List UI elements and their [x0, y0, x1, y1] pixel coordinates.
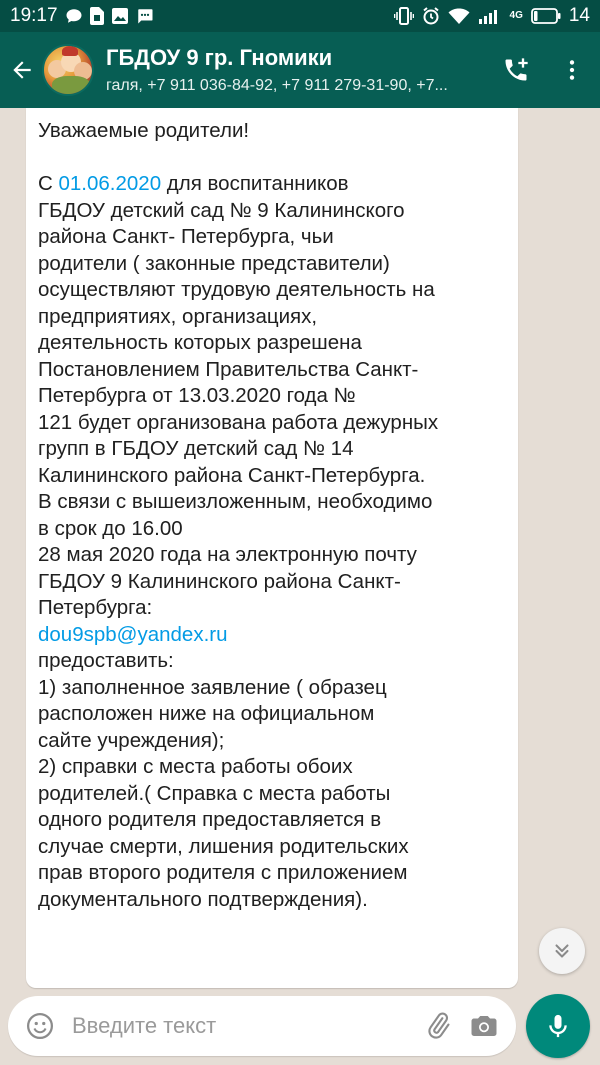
message-line: расположен ниже на официальном: [38, 702, 375, 725]
message-line: Петербурга:: [38, 596, 153, 619]
chat-participants: галя, +7 911 036-84-92, +7 911 279-31-90, +7...: [106, 77, 448, 94]
message-line: в срок до 16.00: [38, 516, 183, 540]
back-arrow-icon: [9, 57, 35, 83]
message-line: В связи с вышеизложенным, необходимо: [38, 490, 433, 513]
chat-title-block[interactable]: [106, 45, 488, 95]
message-line: осуществляют трудовую деятельность на: [38, 278, 435, 301]
message-line: 1) заполненное заявление ( образец: [38, 675, 387, 699]
message-line: 28 мая 2020 года на электронную почту: [38, 543, 417, 566]
message-line: случае смерти, лишения родительских: [38, 834, 409, 858]
message-list[interactable]: [0, 108, 600, 993]
wifi-icon: [448, 7, 470, 25]
message-line: групп в ГБДОУ детский сад № 14: [38, 437, 354, 460]
alarm-icon: [422, 7, 440, 25]
message-line: документального подтверждения).: [38, 887, 368, 911]
mic-icon: [544, 1012, 572, 1040]
message-line: родители ( законные представители): [38, 251, 390, 275]
battery-icon: [531, 8, 561, 24]
message-composer: [8, 996, 516, 1056]
more-vert-icon: [559, 57, 585, 83]
message-line: Постановлением Правительства Санкт-: [38, 357, 419, 381]
back-button[interactable]: [2, 32, 42, 108]
email-link[interactable]: dou9spb@yandex.ru: [38, 622, 228, 646]
camera-button[interactable]: [464, 1006, 504, 1046]
notification-image-icon: [111, 7, 129, 25]
message-greeting: Уважаемые родители!: [38, 119, 250, 142]
message-line: сайте учреждения);: [38, 728, 225, 752]
message-notification-icon: [136, 7, 154, 25]
voice-record-button[interactable]: [526, 994, 590, 1058]
message-date-prefix: С: [38, 172, 59, 195]
message-line: прав второго родителя с приложением: [38, 861, 408, 884]
chat-header: [0, 32, 600, 108]
blank-line: [38, 145, 506, 172]
emoji-icon: [25, 1011, 55, 1041]
message-line: для воспитанников: [161, 172, 349, 195]
attach-icon: [423, 1011, 453, 1041]
message-line: родителей.( Справка с места работы: [38, 781, 391, 805]
message-line: района Санкт- Петербурга, чьи: [38, 225, 334, 248]
message-line: деятельность которых разрешена: [38, 331, 362, 354]
message-line: 2) справки с места работы обоих: [38, 755, 353, 778]
date-link[interactable]: 01.06.2020: [58, 172, 162, 195]
message-line: одного родителя предоставляется в: [38, 808, 382, 831]
cell-signal-icon: [478, 7, 502, 25]
message-line: Калининского района Санкт-Петербурга.: [38, 463, 426, 487]
scroll-down-icon: [551, 940, 573, 962]
message-date-line: [38, 171, 506, 198]
battery-level: 14: [568, 5, 590, 26]
add-call-icon: [502, 56, 530, 84]
message-line: ГБДОУ 9 Калининского района Санкт-: [38, 569, 401, 593]
status-time: 19:17: [10, 5, 58, 26]
sim-card-icon: [90, 7, 104, 25]
message-input[interactable]: [72, 1013, 418, 1039]
camera-icon: [469, 1011, 499, 1041]
scroll-to-bottom-button[interactable]: [539, 928, 585, 974]
group-avatar[interactable]: [42, 44, 94, 96]
message-bubble[interactable]: [26, 108, 518, 988]
add-call-button[interactable]: [488, 32, 544, 108]
more-options-button[interactable]: [544, 32, 600, 108]
chat-bubble-notification-icon: [65, 7, 83, 25]
status-bar: [0, 0, 600, 32]
attach-button[interactable]: [418, 1006, 458, 1046]
emoji-button[interactable]: [20, 1006, 60, 1046]
message-line: предприятиях, организациях,: [38, 304, 318, 328]
network-type-label: 4G: [509, 10, 523, 21]
message-line: 121 будет организована работа дежурных: [38, 410, 439, 434]
message-line: предоставить:: [38, 649, 174, 672]
vibrate-icon: [394, 7, 414, 25]
message-line: Петербурга от 13.03.2020 года №: [38, 384, 356, 407]
message-line: ГБДОУ детский сад № 9 Калининского: [38, 198, 405, 222]
chat-title: ГБДОУ 9 гр. Гномики: [106, 45, 333, 70]
